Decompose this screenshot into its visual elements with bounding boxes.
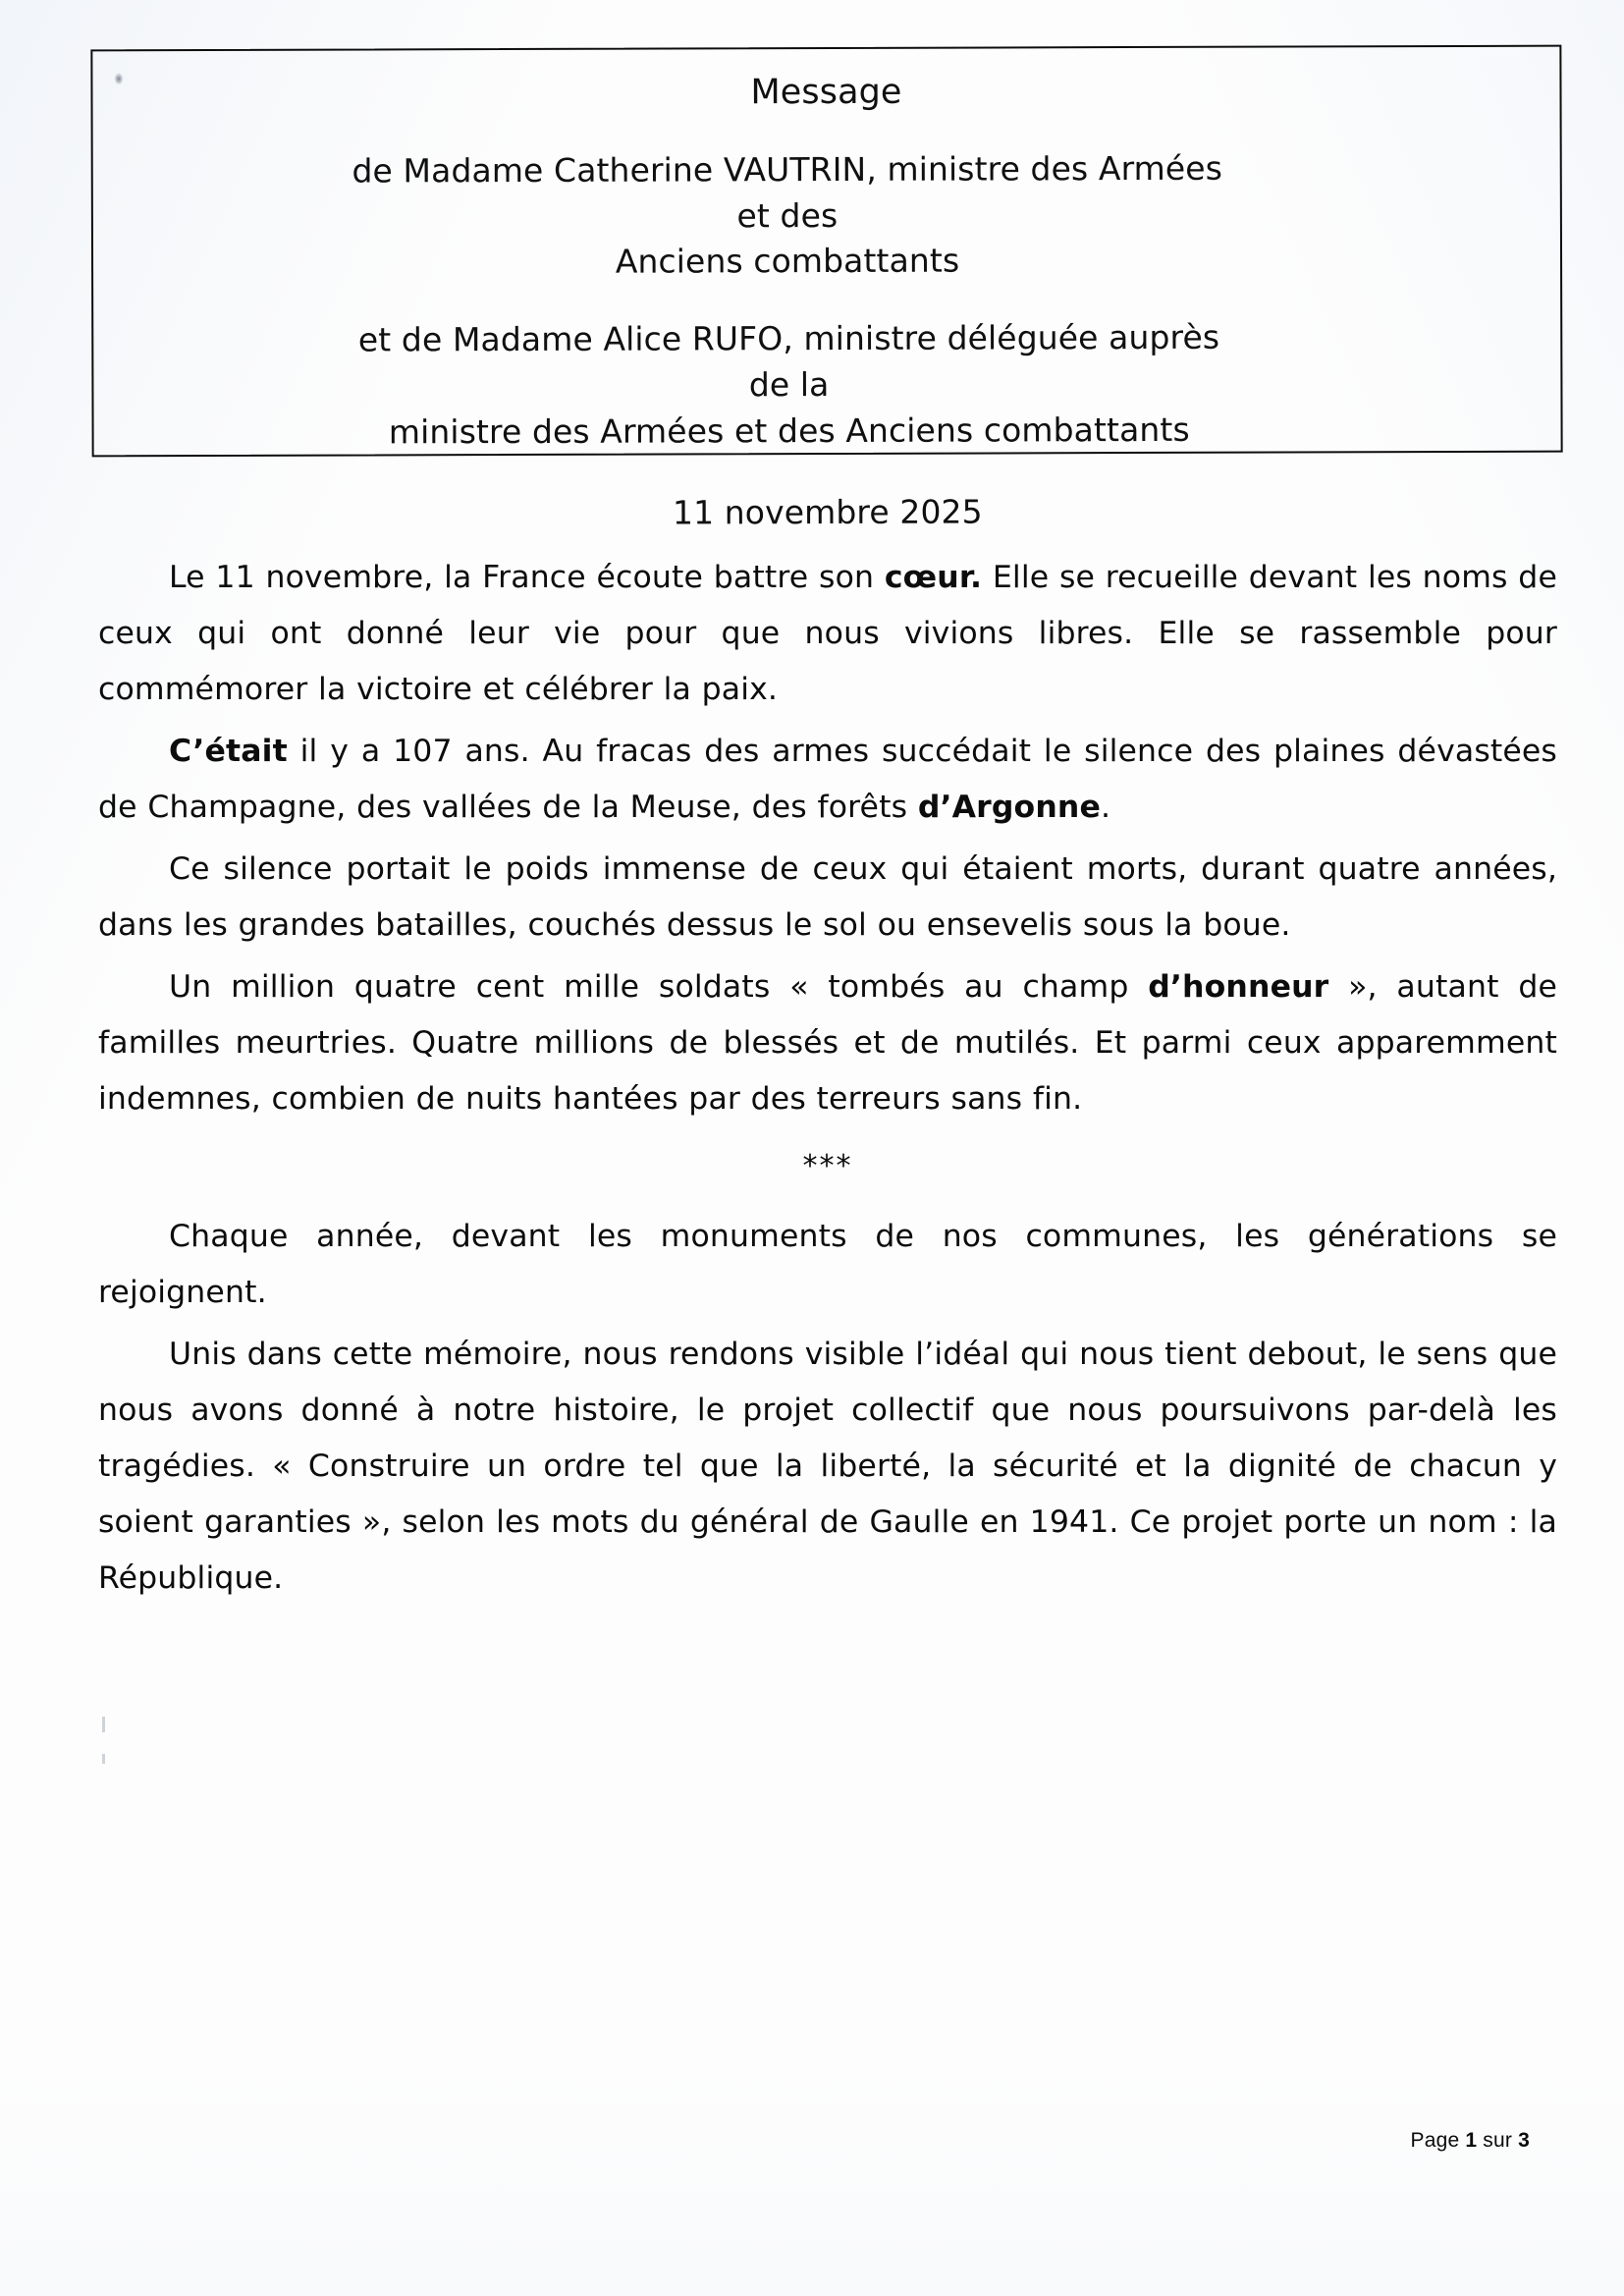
author-line-2: Anciens combattants (615, 241, 960, 282)
author-line-1: de Madame Catherine VAUTRIN, ministre des Armées et des (352, 148, 1223, 235)
paragraph-6: Unis dans cette mémoire, nous rendons visible l’idéal qui nous tient debout, le sens que nous avons donné à notre histoire, le projet collectif que nous poursuivons par-delà les tragédies. « Construire un ordre tel que la liberté, la sécurité et la dignité de chacun y soient garanties », selon les mots du général de Gaulle en 1941. Ce projet porte un nom : la République. (98, 1337, 1557, 1596)
header-box (90, 45, 1562, 532)
paragraph-2-emphasis-argonne: d’Argonne (917, 790, 1101, 825)
paragraph-5: Chaque année, devant les monuments de nos communes, les générations se rejoignent. (98, 1219, 1557, 1310)
paragraph-1-part-a: Le 11 novembre, la France écoute battre son (169, 560, 885, 595)
document-date: 11 novembre 2025 (672, 492, 983, 532)
paragraph-4 (98, 959, 1557, 1127)
author-block-vautrin (336, 145, 1318, 287)
scan-edge-artifact-1 (102, 1717, 105, 1732)
paragraph-3: Ce silence portait le poids immense de ceux qui étaient morts, durant quatre années, dans les grandes batailles, couchés dessus le sol ou ensevelis sous la boue. (98, 851, 1557, 943)
footer-prefix: Page (1410, 2129, 1466, 2152)
document-body (98, 550, 1557, 1613)
paragraph-1 (98, 550, 1557, 718)
page-footer (1410, 2129, 1530, 2153)
author-block-rufo (351, 315, 1303, 457)
footer-total-pages: 3 (1518, 2129, 1530, 2152)
author-line-3: et de Madame Alice RUFO, ministre déléguée auprès de la (357, 318, 1220, 405)
author-line-4: ministre des Armées et des Anciens combattants (388, 410, 1190, 452)
section-separator-asterisks: *** (802, 1149, 853, 1183)
footer-middle: sur (1477, 2129, 1519, 2152)
paragraph-4-part-b: », autant de familles meurtries. Quatre millions de blessés et de mutilés. Et parmi ceux apparemment indemnes, combien de nuits hantées par des terreurs sans fin. (98, 969, 1558, 1117)
paragraph-2 (98, 724, 1557, 836)
paragraph-4-part-a: Un million quatre cent mille soldats « tombés au champ (169, 969, 1149, 1005)
paragraph-2-emphasis-cetait: C’était (169, 734, 288, 769)
paragraph-1-part-b: Elle se recueille devant les noms de ceux qui ont donné leur vie pour que nous vivions libres. Elle se rassemble pour commémorer la victoire et célébrer la paix. (98, 560, 1557, 707)
footer-current-page: 1 (1465, 2129, 1478, 2152)
paragraph-2-part-b: . (1101, 790, 1111, 825)
paragraph-1-emphasis-coeur: cœur. (884, 560, 983, 595)
document-title: Message (750, 72, 902, 113)
paragraph-2-part-a: il y a 107 ans. Au fracas des armes succédait le silence des plaines dévastées de Champagne, des vallées de la Meuse, des forêts (98, 734, 1557, 825)
paragraph-4-emphasis-honneur: d’honneur (1148, 969, 1329, 1005)
header-box-content (92, 47, 1560, 532)
scan-edge-artifact-2 (102, 1754, 105, 1764)
